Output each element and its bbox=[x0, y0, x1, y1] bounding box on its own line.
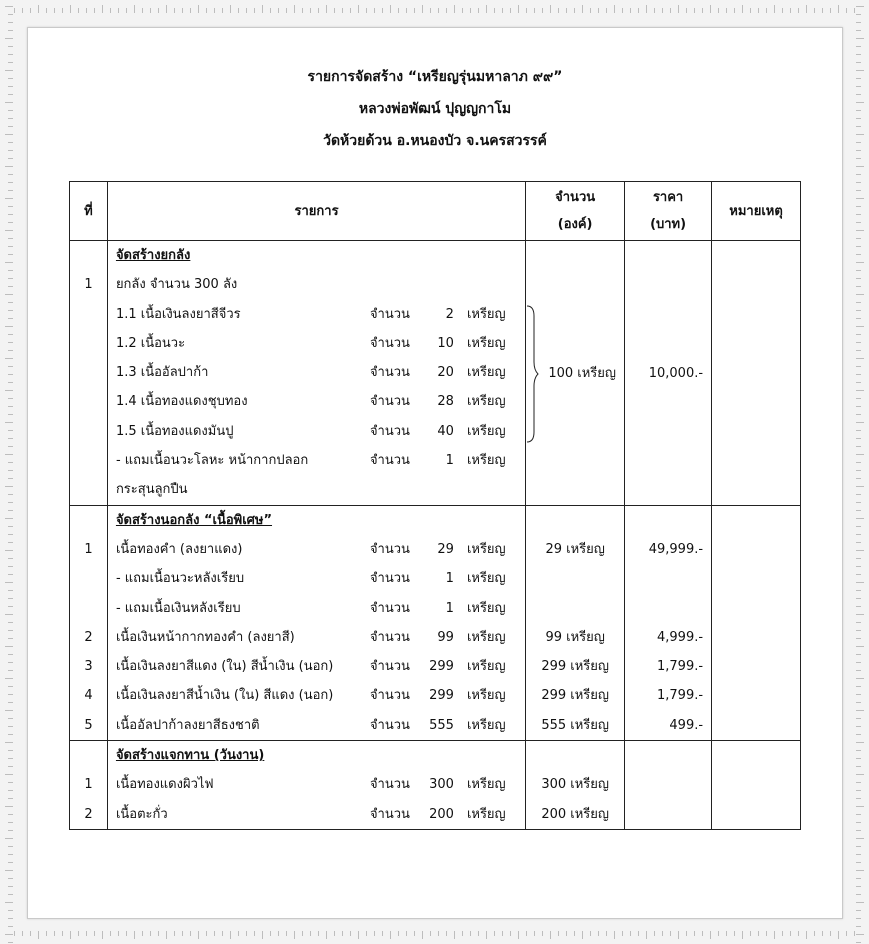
blank-cell bbox=[526, 241, 624, 270]
header-price-line1: ราคา bbox=[652, 190, 684, 205]
col-price bbox=[625, 241, 712, 506]
row-number bbox=[70, 446, 107, 475]
table-section-row bbox=[70, 741, 801, 830]
header-no: ที่ bbox=[70, 182, 108, 241]
item-quantity: 99 bbox=[437, 629, 454, 645]
item-text: กระสุนลูกปืน bbox=[115, 482, 188, 498]
row-number bbox=[70, 300, 107, 329]
row-number bbox=[70, 329, 107, 358]
item-line bbox=[108, 446, 525, 475]
item-line bbox=[108, 387, 525, 416]
item-amount-label: จำนวน bbox=[369, 365, 410, 381]
row-price bbox=[625, 800, 703, 829]
item-text: ยกลัง จำนวน 300 ลัง bbox=[115, 277, 238, 293]
section-title: จัดสร้างแจกทาน (วันงาน) bbox=[115, 748, 265, 764]
blank-cell bbox=[70, 506, 107, 535]
header-price-line2: (บาท) bbox=[650, 217, 687, 232]
row-count bbox=[526, 594, 624, 623]
item-line bbox=[108, 564, 525, 593]
item-amount-label: จำนวน bbox=[369, 688, 410, 704]
row-count: 555 เหรียญ bbox=[541, 717, 609, 733]
header-count-line2: (องค์) bbox=[557, 217, 593, 232]
item-unit: เหรียญ bbox=[466, 365, 506, 381]
ruler-right bbox=[855, 0, 869, 944]
col-note bbox=[712, 241, 801, 506]
col-item bbox=[107, 741, 525, 830]
document-page bbox=[27, 27, 843, 919]
section-title: จัดสร้างยกลัง bbox=[115, 248, 191, 263]
row-count: 300 เหรียญ bbox=[541, 777, 609, 793]
item-quantity: 300 bbox=[429, 777, 454, 793]
col-price bbox=[625, 505, 712, 740]
item-line bbox=[108, 623, 525, 652]
item-amount-label: จำนวน bbox=[369, 335, 410, 351]
item-amount-label: จำนวน bbox=[369, 806, 410, 822]
item-amount-label: จำนวน bbox=[369, 306, 410, 322]
row-number: 2 bbox=[84, 806, 93, 822]
item-quantity: 28 bbox=[437, 394, 454, 410]
item-amount-label: จำนวน bbox=[369, 629, 410, 645]
table-section-row bbox=[70, 241, 801, 506]
item-line bbox=[108, 358, 525, 387]
row-count: 299 เหรียญ bbox=[541, 688, 609, 704]
item-quantity: 2 bbox=[445, 306, 454, 322]
col-no bbox=[70, 741, 108, 830]
item-unit: เหรียญ bbox=[466, 688, 506, 704]
item-name: เนื้อเงินหน้ากากทองคำ (ลงยาสี) bbox=[115, 629, 295, 645]
item-name: 1.5 เนื้อทองแดงมันปู bbox=[115, 423, 234, 439]
row-price: 1,799.- bbox=[657, 688, 704, 704]
item-line bbox=[108, 652, 525, 681]
item-amount-label: จำนวน bbox=[369, 423, 410, 439]
blank-cell bbox=[625, 506, 703, 535]
blank-cell bbox=[70, 241, 107, 270]
row-price bbox=[625, 594, 703, 623]
item-name: เนื้อทองแดงผิวไฟ bbox=[115, 777, 214, 793]
row-price: 499.- bbox=[669, 717, 704, 733]
header-count bbox=[526, 182, 625, 241]
header-item: รายการ bbox=[107, 182, 525, 241]
blank-cell bbox=[526, 741, 624, 770]
row-number bbox=[70, 475, 107, 504]
row-price bbox=[625, 564, 703, 593]
item-name: 1.3 เนื้ออัลปาก้า bbox=[115, 365, 209, 381]
item-name: 1.1 เนื้อเงินลงยาสีจีวร bbox=[115, 306, 241, 322]
row-count: 99 เหรียญ bbox=[545, 629, 605, 645]
doc-title-line2: หลวงพ่อพัฒน์ ปุญญกาโม bbox=[358, 101, 512, 117]
item-quantity: 40 bbox=[437, 423, 454, 439]
col-price bbox=[625, 741, 712, 830]
doc-title-line3: วัดห้วยด้วน อ.หนองบัว จ.นครสวรรค์ bbox=[323, 133, 547, 149]
item-line bbox=[108, 800, 525, 829]
item-unit: เหรียญ bbox=[466, 306, 506, 322]
item-line bbox=[108, 475, 525, 504]
blank-cell bbox=[625, 741, 703, 770]
item-unit: เหรียญ bbox=[466, 541, 506, 557]
item-line bbox=[108, 681, 525, 710]
item-unit: เหรียญ bbox=[466, 453, 506, 469]
row-number: 5 bbox=[84, 717, 93, 733]
item-line bbox=[108, 535, 525, 564]
section-title-line bbox=[108, 741, 525, 770]
item-unit: เหรียญ bbox=[466, 600, 506, 616]
group-count: 100 เหรียญ bbox=[548, 366, 616, 382]
item-amount-label: จำนวน bbox=[369, 717, 410, 733]
item-name: เนื้ออัลปาก้าลงยาสีธงชาติ bbox=[115, 717, 260, 733]
col-count bbox=[526, 241, 625, 506]
col-count bbox=[526, 741, 625, 830]
doc-title-line1: รายการจัดสร้าง “เหรียญรุ่นมหาลาภ ๙๙” bbox=[307, 69, 563, 85]
row-number bbox=[70, 564, 107, 593]
col-count bbox=[526, 505, 625, 740]
row-price: 1,799.- bbox=[657, 659, 704, 675]
row-count bbox=[526, 564, 624, 593]
item-line bbox=[108, 711, 525, 740]
item-unit: เหรียญ bbox=[466, 629, 506, 645]
item-unit: เหรียญ bbox=[466, 717, 506, 733]
row-count: 299 เหรียญ bbox=[541, 659, 609, 675]
header-price bbox=[625, 182, 712, 241]
item-unit: เหรียญ bbox=[466, 659, 506, 675]
row-number: 1 bbox=[84, 277, 93, 293]
item-quantity: 555 bbox=[429, 717, 454, 733]
item-unit: เหรียญ bbox=[466, 423, 506, 439]
item-line bbox=[108, 329, 525, 358]
item-name: เนื้อเงินลงยาสีแดง (ใน) สีน้ำเงิน (นอก) bbox=[115, 659, 334, 675]
group-price-wrap bbox=[625, 270, 703, 504]
header-count-line1: จำนวน bbox=[555, 190, 596, 205]
row-number: 4 bbox=[84, 688, 93, 704]
group-price: 10,000.- bbox=[648, 366, 704, 382]
ruler-top bbox=[0, 0, 869, 14]
item-name: เนื้อตะกั่ว bbox=[115, 806, 168, 822]
row-number bbox=[70, 358, 107, 387]
item-quantity: 29 bbox=[437, 541, 454, 557]
item-quantity: 299 bbox=[429, 688, 454, 704]
item-unit: เหรียญ bbox=[466, 806, 506, 822]
blank-cell bbox=[70, 741, 107, 770]
table-header-row bbox=[70, 182, 801, 241]
item-amount-label: จำนวน bbox=[369, 541, 410, 557]
col-note bbox=[712, 505, 801, 740]
item-quantity: 20 bbox=[437, 365, 454, 381]
row-price: 4,999.- bbox=[657, 629, 704, 645]
item-name: 1.4 เนื้อทองแดงชุบทอง bbox=[115, 394, 248, 410]
item-amount-label: จำนวน bbox=[369, 453, 410, 469]
item-name: - แถมเนื้อนวะหลังเรียบ bbox=[115, 571, 245, 587]
ruler-bottom bbox=[0, 930, 869, 944]
row-price: 49,999.- bbox=[648, 541, 704, 557]
item-name: เนื้อเงินลงยาสีน้ำเงิน (ใน) สีแดง (นอก) bbox=[115, 688, 334, 704]
col-item bbox=[107, 241, 525, 506]
item-quantity: 1 bbox=[445, 571, 454, 587]
group-wrap bbox=[526, 270, 624, 504]
item-amount-label: จำนวน bbox=[369, 659, 410, 675]
item-quantity: 1 bbox=[445, 453, 454, 469]
item-line bbox=[108, 770, 525, 799]
item-amount-label: จำนวน bbox=[369, 571, 410, 587]
item-line bbox=[108, 417, 525, 446]
item-unit: เหรียญ bbox=[466, 335, 506, 351]
col-no bbox=[70, 241, 108, 506]
item-amount-label: จำนวน bbox=[369, 600, 410, 616]
row-number: 1 bbox=[84, 541, 93, 557]
items-table bbox=[69, 181, 801, 830]
section-title: จัดสร้างนอกลัง “เนื้อพิเศษ” bbox=[115, 512, 273, 528]
item-unit: เหรียญ bbox=[466, 571, 506, 587]
item-name: เนื้อทองคำ (ลงยาแดง) bbox=[115, 541, 243, 557]
item-name: - แถมเนื้อเงินหลังเรียบ bbox=[115, 600, 241, 616]
brace-icon bbox=[526, 304, 540, 444]
item-amount-label: จำนวน bbox=[369, 394, 410, 410]
row-number: 1 bbox=[84, 777, 93, 793]
blank-cell bbox=[526, 506, 624, 535]
item-line bbox=[108, 270, 525, 299]
item-quantity: 1 bbox=[445, 600, 454, 616]
item-line bbox=[108, 594, 525, 623]
ruler-left bbox=[0, 0, 14, 944]
row-number bbox=[70, 387, 107, 416]
item-quantity: 200 bbox=[429, 806, 454, 822]
row-number: 2 bbox=[84, 629, 93, 645]
item-name: 1.2 เนื้อนวะ bbox=[115, 335, 186, 351]
item-name: - แถมเนื้อนวะโลหะ หน้ากากปลอก bbox=[115, 453, 309, 469]
row-number bbox=[70, 417, 107, 446]
row-count: 200 เหรียญ bbox=[541, 806, 609, 822]
col-item bbox=[107, 505, 525, 740]
blank-cell bbox=[625, 241, 703, 270]
item-unit: เหรียญ bbox=[466, 394, 506, 410]
item-line bbox=[108, 300, 525, 329]
row-number bbox=[70, 594, 107, 623]
section-title-line bbox=[108, 241, 525, 270]
item-quantity: 299 bbox=[429, 659, 454, 675]
item-amount-label: จำนวน bbox=[369, 777, 410, 793]
col-no bbox=[70, 505, 108, 740]
item-quantity: 10 bbox=[437, 335, 454, 351]
table-section-row bbox=[70, 505, 801, 740]
row-price bbox=[625, 770, 703, 799]
col-note bbox=[712, 741, 801, 830]
header-note: หมายเหตุ bbox=[712, 182, 801, 241]
section-title-line bbox=[108, 506, 525, 535]
row-count: 29 เหรียญ bbox=[545, 541, 605, 557]
row-number: 3 bbox=[84, 659, 93, 675]
item-unit: เหรียญ bbox=[466, 777, 506, 793]
